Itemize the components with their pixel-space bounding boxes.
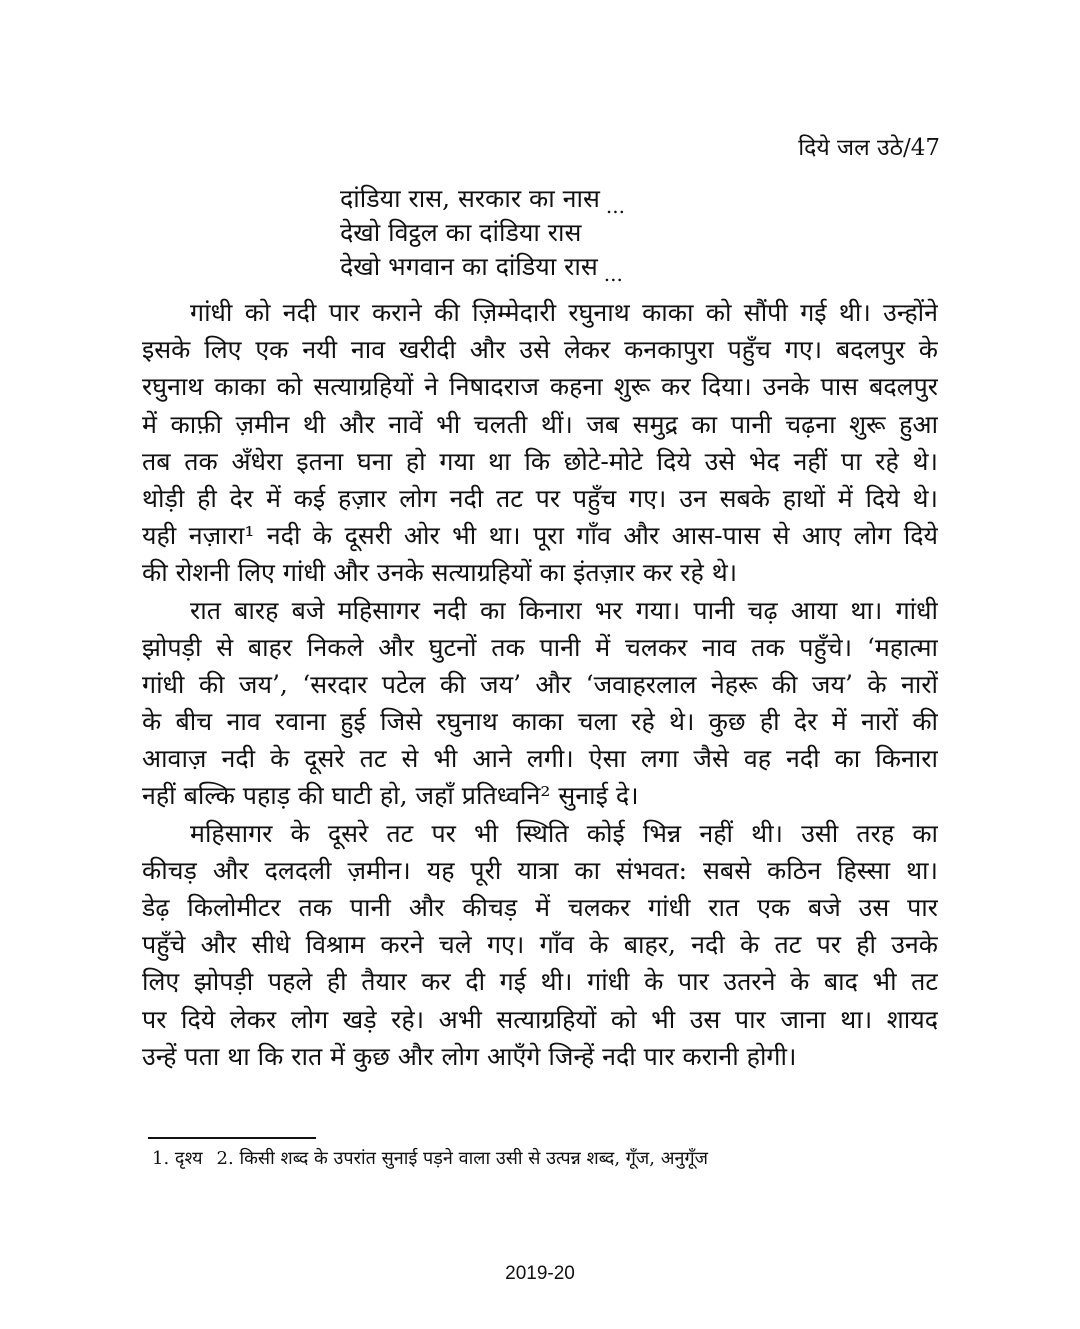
text-line: डेढ़ किलोमीटर तक पानी और कीचड़ में चलकर गांधी रात एक बजे उस पार: [142, 893, 938, 922]
text-line: की रोशनी लिए गांधी और उनके सत्याग्रहियों का इंतज़ार कर रहे थे।: [142, 558, 738, 588]
verse-line: [340, 250, 900, 284]
verse-ellipsis: ...: [603, 262, 623, 286]
text-line: रात बारह बजे महिसागर नदी का किनारा भर गया। पानी चढ़ आया था। गांधी: [190, 595, 938, 625]
footnote-1: 1. दृश्य: [152, 1148, 203, 1169]
text-line: पर दिये लेकर लोग खड़े रहे। अभी सत्याग्रहियों को भी उस पार जाना था। शायद: [142, 1004, 938, 1034]
text-line: तब तक अँधेरा इतना घना हो गया था कि छोटे-मोटे दिये उसे भेद नहीं पा रहे थे।: [142, 446, 938, 476]
text-line: महिसागर के दूसरे तट पर भी स्थिति कोई भिन्न नहीं थी। उसी तरह का: [190, 818, 938, 848]
text-line: गांधी की जय’, ‘सरदार पटेल की जय’ और ‘जवाहरलाल नेहरू की जय’ के नारों: [142, 669, 938, 699]
text-line: में काफ़ी ज़मीन थी और नावें भी चलती थीं। जब समुद्र का पानी चढ़ना शुरू हुआ: [142, 409, 938, 439]
verse-ellipsis: ...: [605, 194, 625, 218]
footnote-2: 2. किसी शब्द के उपरांत सुनाई पड़ने वाला उसी से उत्पन्न शब्द, गूँज, अनुगूँज: [216, 1148, 708, 1169]
running-head: दिये जल उठे/47: [798, 135, 940, 161]
paragraph: [142, 815, 938, 1075]
body-text: [142, 294, 938, 1075]
text-line: पहुँचे और सीधे विश्राम करने चले गए। गाँव के बाहर, नदी के तट पर ही उनके: [142, 930, 938, 960]
page-year: 2019-20: [505, 1263, 575, 1284]
text-line: इसके लिए एक नयी नाव खरीदी और उसे लेकर कनकापुरा पहुँच गए। बदलपुर के: [142, 335, 938, 365]
text-line: लिए झोपड़ी पहले ही तैयार कर दी गई थी। गांधी के पार उतरने के बाद भी तट: [142, 967, 938, 997]
text-line: के बीच नाव रवाना हुई जिसे रघुनाथ काका चला रहे थे। कुछ ही देर में नारों की: [142, 707, 938, 737]
paragraph: [142, 592, 938, 815]
verse-text: देखो विट्ठल का दांडिया रास: [340, 218, 582, 247]
text-line: झोपड़ी से बाहर निकले और घुटनों तक पानी में चलकर नाव तक पहुँचे। ‘महात्मा: [142, 632, 938, 662]
text-line: उन्हें पता था कि रात में कुछ और लोग आएँगे जिन्हें नदी पार करानी होगी।: [142, 1041, 797, 1071]
text-line: कीचड़ और दलदली ज़मीन। यह पूरी यात्रा का संभवत: सबसे कठिन हिस्सा था।: [142, 855, 938, 885]
paragraph: [142, 294, 938, 592]
text-line: थोड़ी ही देर में कई हज़ार लोग नदी तट पर पहुँच गए। उन सबके हाथों में दिये थे।: [142, 483, 938, 513]
verse-text: देखो भगवान का दांडिया रास: [340, 252, 598, 281]
verse-text: दांडिया रास, सरकार का नास: [340, 184, 600, 213]
footnote-rule: [148, 1137, 316, 1139]
text-line: नहीं बल्कि पहाड़ की घाटी हो, जहाँ प्रतिध्वनि² सुनाई दे।: [142, 781, 639, 811]
footnotes: [152, 1146, 912, 1172]
text-line: गांधी को नदी पार कराने की ज़िम्मेदारी रघुनाथ काका को सौंपी गई थी। उन्होंने: [190, 298, 938, 327]
text-line: आवाज़ नदी के दूसरे तट से भी आने लगी। ऐसा लगा जैसे वह नदी का किनारा: [142, 744, 938, 774]
verse-block: [340, 182, 900, 284]
text-line: रघुनाथ काका को सत्याग्रहियों ने निषादराज कहना शुरू कर दिया। उनके पास बदलपुर: [142, 372, 938, 402]
verse-line: [340, 182, 900, 216]
text-line: यही नज़ारा¹ नदी के दूसरी ओर भी था। पूरा गाँव और आस-पास से आए लोग दिये: [142, 521, 938, 551]
verse-line: [340, 216, 900, 250]
